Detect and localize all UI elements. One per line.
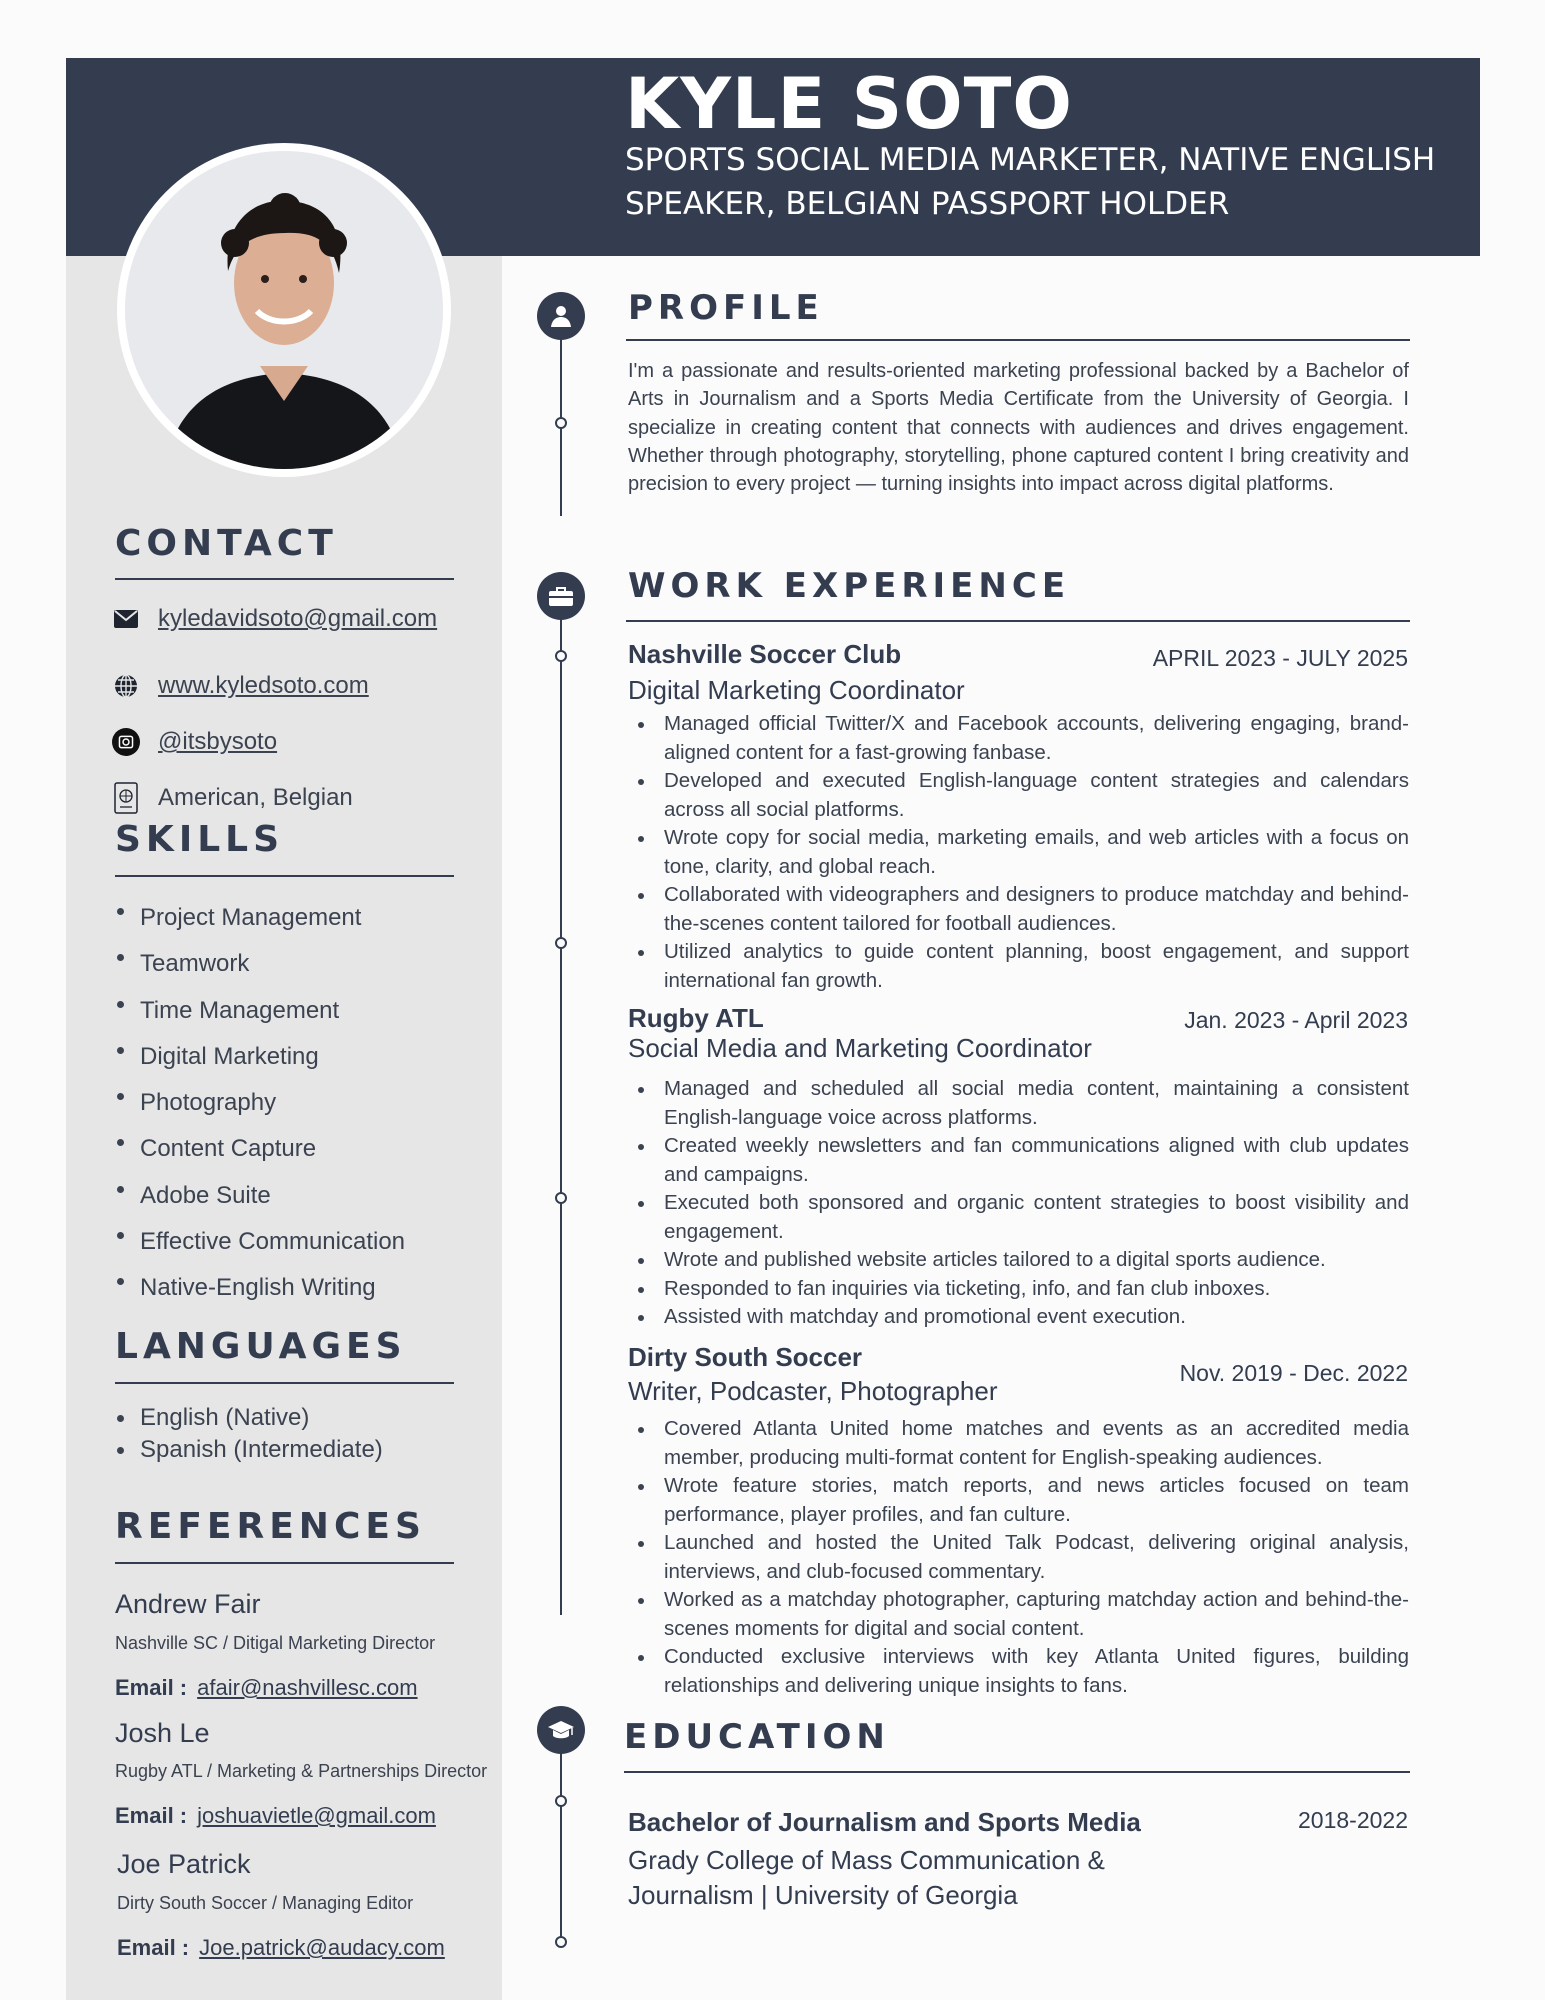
job-title: Writer, Podcaster, Photographer bbox=[628, 1376, 998, 1406]
timeline-dot bbox=[555, 1192, 567, 1204]
education-heading: EDUCATION bbox=[624, 1717, 890, 1757]
work-experience-heading: WORK EXPERIENCE bbox=[628, 566, 1071, 606]
timeline-dot bbox=[555, 417, 567, 429]
education-school: Grady College of Mass Communication & Journalism | University of Georgia bbox=[628, 1845, 1105, 1910]
graduation-cap-icon bbox=[537, 1706, 585, 1754]
skill-item: Teamwork bbox=[115, 941, 405, 987]
reference-email-row bbox=[117, 1935, 445, 1961]
skill-item: Project Management bbox=[115, 895, 405, 941]
contact-nationality: American, Belgian bbox=[158, 784, 353, 811]
profile-person-icon bbox=[537, 292, 585, 340]
timeline-dot bbox=[555, 650, 567, 662]
reference-name: Andrew Fair bbox=[115, 1589, 261, 1619]
contact-email-row bbox=[112, 601, 437, 637]
job-bullet-item: Managed official Twitter/X and Facebook accounts, delivering engaging, brand-aligned content for a fast-growing fanbase. bbox=[628, 710, 1409, 767]
job-bullet-item: Responded to fan inquiries via ticketing, info, and fan club inboxes. bbox=[628, 1275, 1409, 1304]
languages-divider bbox=[115, 1382, 454, 1384]
reference-email-label: Email : bbox=[117, 1935, 190, 1960]
job-bullet-item: Covered Atlanta United home matches and events as an accredited media member, producing multi-format content for English-speaking audiences. bbox=[628, 1415, 1409, 1472]
job-bullets bbox=[628, 710, 1409, 995]
job-title: Social Media and Marketing Coordinator bbox=[628, 1033, 1092, 1063]
languages-list bbox=[115, 1402, 383, 1466]
envelope-icon bbox=[112, 605, 140, 633]
language-item: English (Native) bbox=[115, 1402, 383, 1434]
candidate-subtitle: SPORTS SOCIAL MEDIA MARKETER, NATIVE ENGLISH SPEAKER, BELGIAN PASSPORT HOLDER bbox=[625, 142, 1436, 222]
skills-list bbox=[115, 895, 405, 1312]
skill-item: Content Capture bbox=[115, 1126, 405, 1172]
job-bullets bbox=[628, 1075, 1409, 1332]
reference-email-label: Email : bbox=[115, 1803, 188, 1828]
education-degree: Bachelor of Journalism and Sports Media bbox=[628, 1807, 1141, 1837]
job-bullet-item: Managed and scheduled all social media content, maintaining a consistent English-language voice across platforms. bbox=[628, 1075, 1409, 1132]
job-bullet-item: Wrote and published website articles tailored to a digital sports audience. bbox=[628, 1246, 1409, 1275]
job-title: Digital Marketing Coordinator bbox=[628, 675, 965, 705]
timeline-dot bbox=[555, 937, 567, 949]
contact-website-row bbox=[112, 668, 369, 704]
profile-divider bbox=[626, 339, 1410, 341]
candidate-name: KYLE SOTO bbox=[625, 63, 1073, 145]
job-bullet-item: Worked as a matchday photographer, capturing matchday action and behind-the-scenes moments for digital and social content. bbox=[628, 1586, 1409, 1643]
job-bullet-item: Executed both sponsored and organic content strategies to boost visibility and engagement. bbox=[628, 1189, 1409, 1246]
reference-role: Nashville SC / Ditigal Marketing Director bbox=[115, 1633, 436, 1653]
references-heading: REFERENCES bbox=[115, 1506, 426, 1547]
timeline-dot bbox=[555, 1795, 567, 1807]
skill-item: Digital Marketing bbox=[115, 1034, 405, 1080]
skill-item: Time Management bbox=[115, 988, 405, 1034]
reference-email-link[interactable]: joshuavietle@gmail.com bbox=[197, 1803, 436, 1828]
job-dates: Nov. 2019 - Dec. 2022 bbox=[1179, 1360, 1408, 1386]
reference-email-link[interactable]: Joe.patrick@audacy.com bbox=[199, 1935, 445, 1960]
education-dates: 2018-2022 bbox=[1298, 1807, 1408, 1833]
contact-divider bbox=[115, 578, 454, 580]
job-company: Rugby ATL bbox=[628, 1003, 764, 1033]
language-item: Spanish (Intermediate) bbox=[115, 1434, 383, 1466]
contact-email-link[interactable]: kyledavidsoto@gmail.com bbox=[158, 605, 438, 632]
job-bullet-item: Wrote feature stories, match reports, and news articles focused on team performance, player profiles, and fan culture. bbox=[628, 1472, 1409, 1529]
timeline-line-experience bbox=[560, 595, 562, 1615]
contact-instagram-row bbox=[112, 724, 277, 760]
profile-text: I'm a passionate and results-oriented marketing professional backed by a Bachelor of Arts in Journalism and a Sports Media Certificate from the University of Georgia. I specialize in creating content that connects with audiences and drives engagement. Whether through photography, storytelling, phone captured content I bring creativity and precision to every project — turning insights into impact across digital platforms. bbox=[628, 360, 1409, 496]
profile-photo bbox=[117, 143, 451, 477]
reference-email-link[interactable]: afair@nashvillesc.com bbox=[197, 1675, 418, 1700]
timeline-line-profile bbox=[560, 316, 562, 516]
job-bullet-item: Utilized analytics to guide content planning, boost engagement, and support international fan growth. bbox=[628, 938, 1409, 995]
job-company: Nashville Soccer Club bbox=[628, 639, 902, 669]
camera-icon bbox=[112, 728, 140, 756]
job-dates: APRIL 2023 - JULY 2025 bbox=[1152, 645, 1408, 671]
job-bullet-item: Wrote copy for social media, marketing emails, and web articles with a focus on tone, clarity, and global reach. bbox=[628, 824, 1409, 881]
job-bullet-item: Conducted exclusive interviews with key Atlanta United figures, building relationships and delivering unique insights to fans. bbox=[628, 1643, 1409, 1700]
briefcase-icon bbox=[537, 572, 585, 620]
globe-icon bbox=[112, 672, 140, 700]
person-portrait-icon bbox=[125, 151, 443, 469]
contact-instagram-link[interactable]: @itsbysoto bbox=[158, 728, 278, 755]
skill-item: Effective Communication bbox=[115, 1219, 405, 1265]
job-bullet-item: Launched and hosted the United Talk Podcast, delivering original analysis, interviews, and club-focused commentary. bbox=[628, 1529, 1409, 1586]
timeline-dot bbox=[555, 1936, 567, 1948]
job-bullet-item: Developed and executed English-language content strategies and calendars across all social platforms. bbox=[628, 767, 1409, 824]
contact-website-link[interactable]: www.kyledsoto.com bbox=[158, 672, 369, 699]
passport-icon bbox=[112, 784, 140, 812]
reference-name: Josh Le bbox=[115, 1718, 210, 1748]
references-divider bbox=[115, 1562, 454, 1564]
skill-item: Adobe Suite bbox=[115, 1173, 405, 1219]
languages-heading: LANGUAGES bbox=[115, 1326, 407, 1367]
reference-role: Dirty South Soccer / Managing Editor bbox=[117, 1893, 414, 1913]
skills-divider bbox=[115, 875, 454, 877]
job-bullets bbox=[628, 1415, 1409, 1700]
profile-heading: PROFILE bbox=[628, 288, 824, 328]
skill-item: Photography bbox=[115, 1080, 405, 1126]
contact-heading: CONTACT bbox=[115, 523, 338, 564]
reference-email-row bbox=[115, 1803, 436, 1829]
job-dates: Jan. 2023 - April 2023 bbox=[1184, 1007, 1408, 1033]
job-bullet-item: Collaborated with videographers and designers to produce matchday and behind-the-scenes content tailored for football audiences. bbox=[628, 881, 1409, 938]
job-bullet-item: Created weekly newsletters and fan communications aligned with club updates and campaigns. bbox=[628, 1132, 1409, 1189]
skills-heading: SKILLS bbox=[115, 819, 285, 860]
education-divider bbox=[624, 1771, 1410, 1773]
skill-item: Native-English Writing bbox=[115, 1265, 405, 1311]
job-bullet-item: Assisted with matchday and promotional event execution. bbox=[628, 1303, 1409, 1332]
contact-nationality-row bbox=[112, 780, 353, 816]
reference-email-label: Email : bbox=[115, 1675, 188, 1700]
work-experience-divider bbox=[626, 620, 1410, 622]
job-company: Dirty South Soccer bbox=[628, 1342, 863, 1372]
reference-name: Joe Patrick bbox=[117, 1849, 251, 1879]
reference-role: Rugby ATL / Marketing & Partnerships Director bbox=[115, 1761, 488, 1781]
timeline-line-education bbox=[560, 1730, 562, 1940]
reference-email-row bbox=[115, 1675, 418, 1701]
